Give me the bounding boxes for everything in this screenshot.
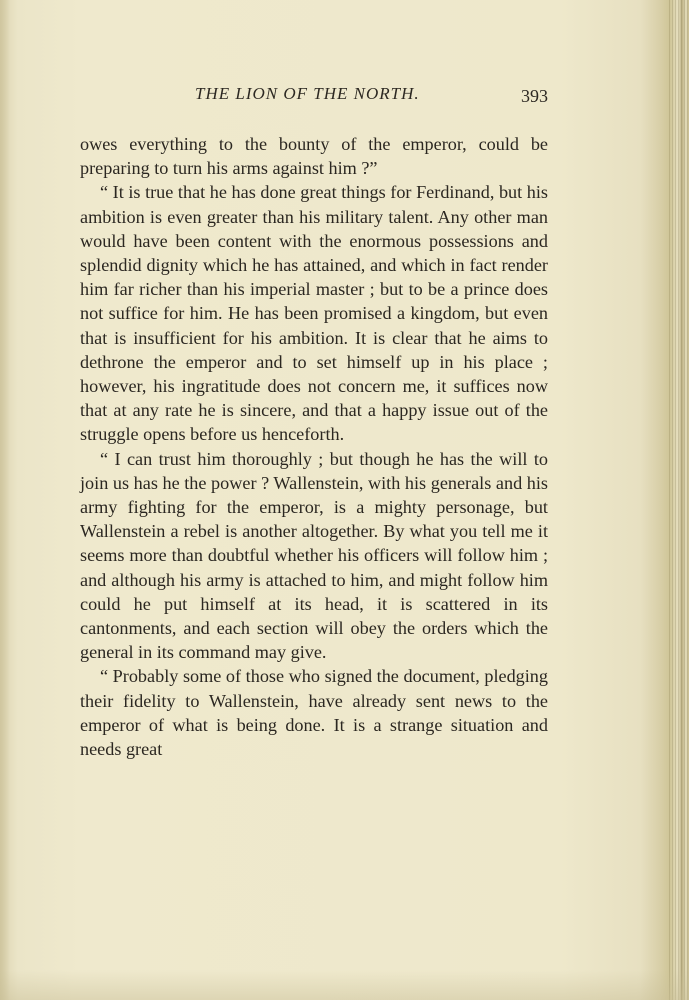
paragraph: “ It is true that he has done great things for Ferdinand, but his ambition is even greater than his military talent. Any other man would have been content with the enormous possessions and splendid dignity which he has attained, and which in fact render him far richer than his imperial master ; but to be a prince does not suffice for him. He has been promised a kingdom, but even that is insufficient for his ambition. It is clear that he aims to dethrone the emperor and to set himself up in his place ; however, his ingratitude does not concern me, it suffices now that at any rate he is sincere, and that a happy issue out of the struggle opens before us henceforth. [80,182,548,445]
paragraph: owes everything to the bounty of the emperor, could be preparing to turn his arms against him ?” [80,134,548,179]
paragraph: “ I can trust him thoroughly ; but though he has the will to join us has he the power ? Wallenstein, with his generals and his army fighting for the emperor, is a mighty personage, but Wallenstein a rebel is another altogether. By what you tell me it seems more than doubtful whether his officers will follow him ; and although his army is attached to him, and might follow him could he put himself at its head, it is scattered in its cantonments, and each section will obey the orders which the general in its command may give. [80,448,548,663]
page-number: 393 [521,86,548,106]
page-header [80,84,548,114]
page-edge [667,0,689,1000]
body-text [80,132,548,761]
running-title: THE LION OF THE NORTH. [195,84,420,103]
paragraph: “ Probably some of those who signed the document, pledging their fidelity to Wallenstein, have already sent news to the emperor of what is being done. It is a strange situation and needs great [80,666,548,760]
